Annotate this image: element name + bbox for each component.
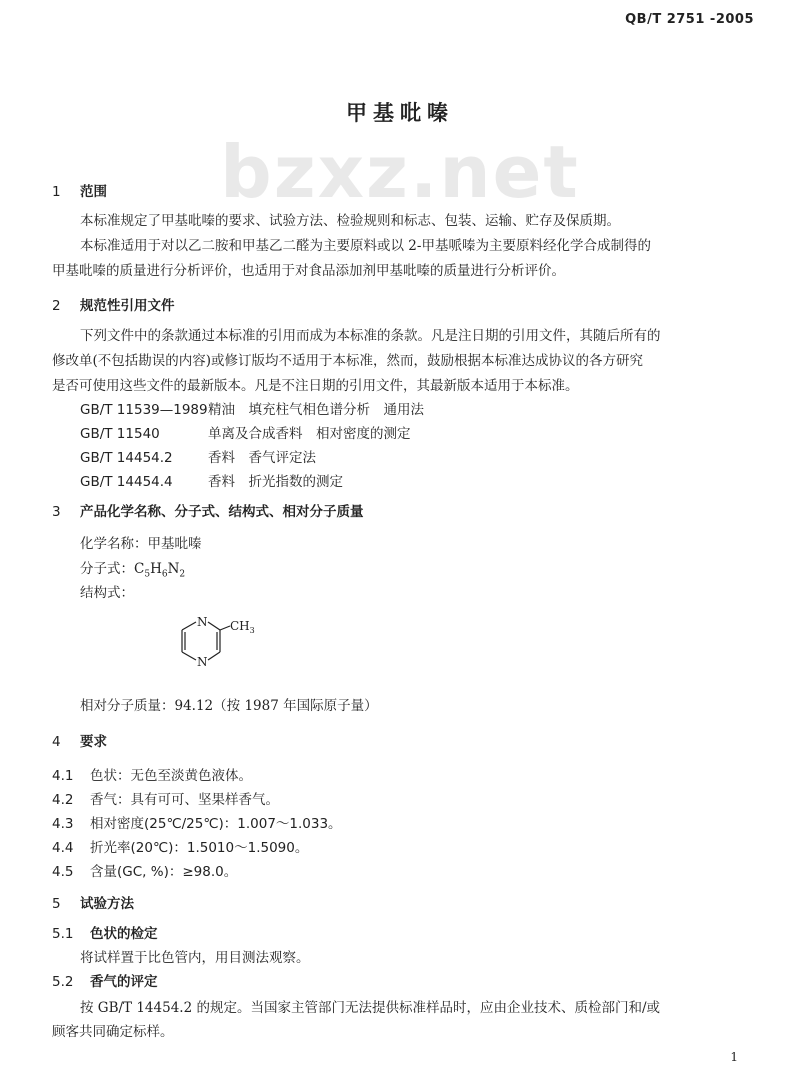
item-number: 4.2 [52, 792, 74, 808]
subsection-title: 色状的检定 [90, 926, 158, 942]
reference-item [80, 470, 343, 490]
formula-h: H [150, 561, 162, 577]
subsection-5-2-text-line-2: 顾客共同确定标样。 [52, 1024, 174, 1040]
molecular-weight: 相对分子质量：94.12（按 1987 年国际原子量） [80, 698, 378, 714]
watermark: bzxz.net [220, 130, 580, 214]
item-number: 4.4 [52, 840, 74, 856]
section-2-paragraph-line-1: 下列文件中的条款通过本标准的引用而成为本标准的条款。凡是注日期的引用文件，其随后所有的 [80, 328, 661, 344]
item-number: 4.3 [52, 816, 74, 832]
section-4-heading [52, 730, 107, 750]
reference-text: 香料 香气评定法 [208, 450, 316, 466]
reference-item [80, 446, 316, 466]
section-2-paragraph-line-3: 是否可使用这些文件的最新版本。凡是不注日期的引用文件，其最新版本适用于本标准。 [52, 378, 579, 394]
reference-item [80, 398, 424, 418]
section-1-paragraph-1: 本标准规定了甲基吡嗪的要求、试验方法、检验规则和标志、包装、运输、贮存及保质期。 [80, 213, 620, 229]
item-number: 4.5 [52, 864, 74, 880]
section-number: 3 [52, 504, 61, 520]
requirement-item [52, 788, 279, 808]
section-number: 2 [52, 298, 61, 314]
reference-item [80, 422, 411, 442]
section-number: 5 [52, 896, 61, 912]
subsection-5-2-text-line-1: 按 GB/T 14454.2 的规定。当国家主管部门无法提供标准样品时，应由企业技术、质检部门和/或 [80, 1000, 661, 1016]
reference-text: 精油 填充柱气相色谱分析 通用法 [208, 402, 424, 418]
molecular-formula [80, 557, 185, 580]
subsection-title: 香气的评定 [90, 974, 158, 990]
section-5-heading [52, 892, 134, 912]
section-number: 4 [52, 734, 61, 750]
section-1-paragraph-2-line-2: 甲基吡嗪的质量进行分析评价，也适用于对食品添加剂甲基吡嗪的质量进行分析评价。 [52, 263, 565, 279]
item-number: 4.1 [52, 768, 74, 784]
section-1-heading [52, 180, 107, 200]
subsection-5-2-heading [52, 970, 158, 990]
item-text: 相对密度(25℃/25℃)：1.007～1.033。 [90, 816, 342, 832]
formula-n-sub: 2 [179, 569, 186, 580]
document-title: 甲基吡嗪 [346, 101, 454, 125]
nitrogen-top: N [197, 615, 208, 629]
structural-formula [170, 608, 280, 674]
section-title: 要求 [80, 734, 107, 750]
section-title: 规范性引用文件 [80, 298, 175, 314]
item-text: 含量(GC, %)：≥98.0。 [90, 864, 238, 880]
requirement-item [52, 764, 252, 784]
section-1-paragraph-2-line-1: 本标准适用于对以乙二胺和甲基乙二醛为主要原料或以 2-甲基哌嗪为主要原料经化学合成制得的 [80, 238, 651, 254]
requirement-item [52, 836, 308, 856]
formula-n: N [167, 561, 180, 577]
formula-c: C [134, 561, 145, 577]
page-number: 1 [730, 1050, 738, 1064]
reference-code: GB/T 14454.2 [80, 450, 173, 466]
subsection-5-1-heading [52, 922, 158, 942]
requirement-item [52, 860, 237, 880]
subsection-number: 5.1 [52, 926, 74, 942]
reference-code: GB/T 11540 [80, 426, 160, 442]
item-text: 香气：具有可可、坚果样香气。 [90, 792, 279, 808]
section-title: 范围 [80, 184, 107, 200]
section-number: 1 [52, 184, 61, 200]
item-text: 色状：无色至淡黄色液体。 [90, 768, 252, 784]
section-2-heading [52, 294, 175, 314]
reference-text: 单离及合成香料 相对密度的测定 [208, 426, 411, 442]
nitrogen-bottom: N [197, 655, 208, 669]
section-title: 试验方法 [80, 896, 134, 912]
reference-code: GB/T 11539—1989 [80, 402, 208, 418]
section-title: 产品化学名称、分子式、结构式、相对分子质量 [80, 504, 364, 520]
reference-text: 香料 折光指数的测定 [208, 474, 343, 490]
item-text: 折光率(20℃)：1.5010～1.5090。 [90, 840, 309, 856]
structure-label: 结构式： [80, 585, 134, 601]
formula-c-sub: 5 [144, 569, 151, 580]
subsection-5-1-text: 将试样置于比色管内，用目测法观察。 [80, 950, 310, 966]
requirement-item [52, 812, 342, 832]
methyl-group: $CH_3$ [230, 619, 255, 635]
subsection-number: 5.2 [52, 974, 74, 990]
formula-label: 分子式： [80, 561, 134, 577]
section-3-heading [52, 500, 364, 520]
reference-code: GB/T 14454.4 [80, 474, 173, 490]
chemical-name: 化学名称：甲基吡嗪 [80, 536, 202, 552]
formula-h-sub: 6 [161, 569, 168, 580]
standard-code: QB/T 2751 -2005 [625, 12, 754, 27]
section-2-paragraph-line-2: 修改单(不包括勘误的内容)或修订版均不适用于本标准，然而，鼓励根据本标准达成协议的各方研究 [52, 353, 644, 369]
